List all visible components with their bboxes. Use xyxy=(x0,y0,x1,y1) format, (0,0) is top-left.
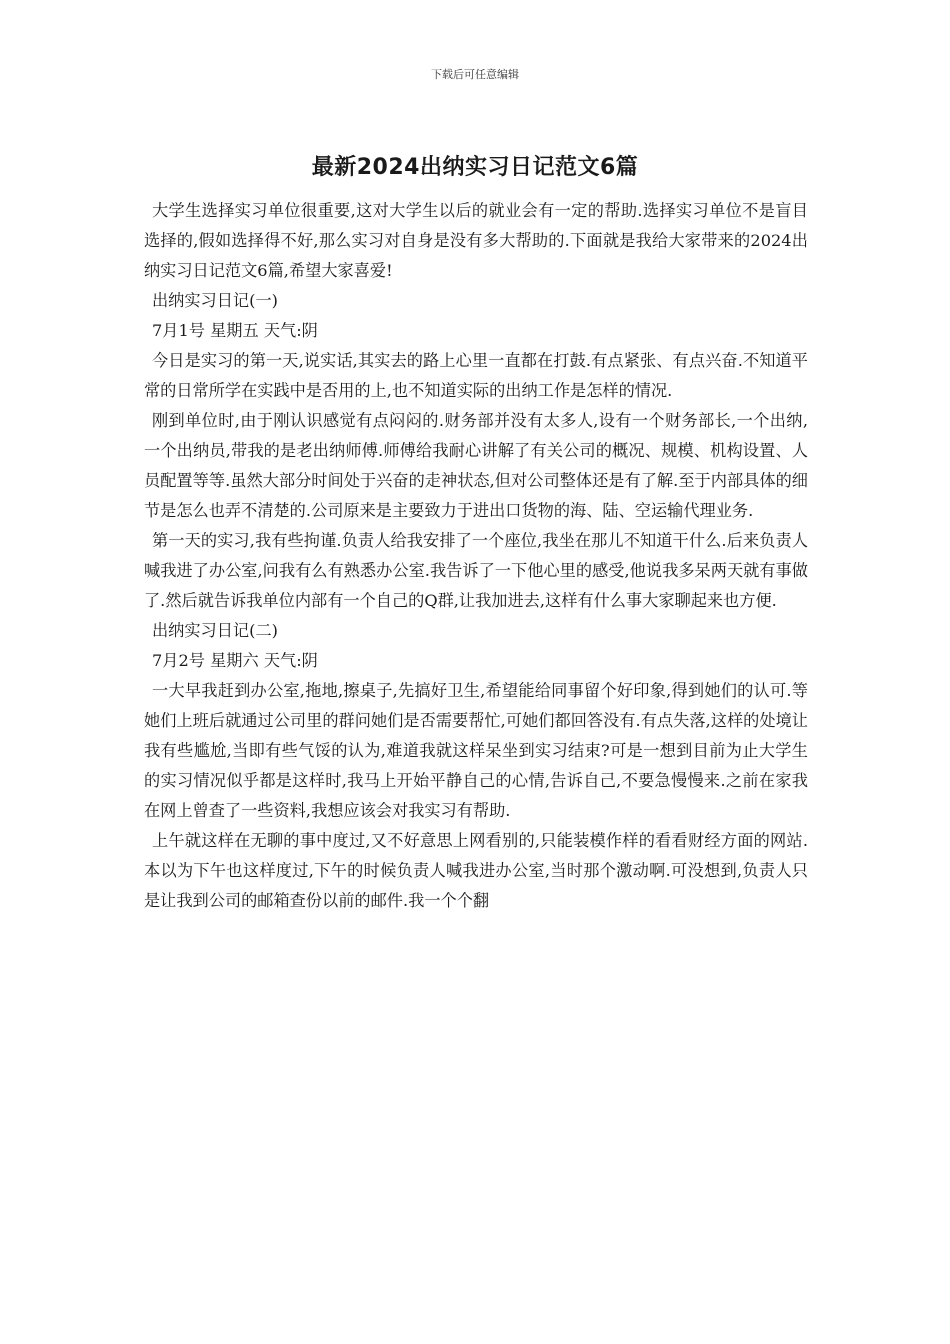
paragraph: 刚到单位时,由于刚认识感觉有点闷闷的.财务部并没有太多人,设有一个财务部长,一个出纳,一个出纳员,带我的是老出纳师傅.师傅给我耐心讲解了有关公司的概况、规模、机构设置、人员配置等等.虽然大部分时间处于兴奋的走神状态,但对公司整体还是有了解.至于内部具体的细节是怎么也弄不清楚的.公司原来是主要致力于进出口货物的海、陆、空运输代理业务. xyxy=(144,411,808,520)
paragraph: 今日是实习的第一天,说实话,其实去的路上心里一直都在打鼓.有点紧张、有点兴奋.不知道平常的日常所学在实践中是否用的上,也不知道实际的出纳工作是怎样的情况. xyxy=(144,351,808,400)
diary-date-2: 7月2号 星期六 天气:阴 xyxy=(152,651,318,670)
paragraph: 第一天的实习,我有些拘谨.负责人给我安排了一个座位,我坐在那儿不知道干什么.后来负责人喊我进了办公室,问我有么有熟悉办公室.我告诉了一下他心里的感受,他说我多呆两天就有事做了.然后就告诉我单位内部有一个自己的Q群,让我加进去,这样有什么事大家聊起来也方便. xyxy=(144,531,808,610)
diary-heading-2: 出纳实习日记(二) xyxy=(152,621,278,640)
document-title: 最新2024出纳实习日记范文6篇 xyxy=(311,155,639,180)
diary-heading-1: 出纳实习日记(一) xyxy=(152,291,278,310)
header-note: 下载后可任意编辑 xyxy=(431,68,519,81)
paragraph-intro: 大学生选择实习单位很重要,这对大学生以后的就业会有一定的帮助.选择实习单位不是盲目选择的,假如选择得不好,那么实习对自身是没有多大帮助的.下面就是我给大家带来的2024出纳实习日记范文6篇,希望大家喜爱! xyxy=(144,201,808,280)
diary-date-1: 7月1号 星期五 天气:阴 xyxy=(152,321,318,340)
document-body xyxy=(144,196,808,916)
paragraph: 一大早我赶到办公室,拖地,擦桌子,先搞好卫生,希望能给同事留个好印象,得到她们的认可.等她们上班后就通过公司里的群问她们是否需要帮忙,可她们都回答没有.有点失落,这样的处境让我有些尴尬,当即有些气馁的认为,难道我就这样呆坐到实习结束?可是一想到目前为止大学生的实习情况似乎都是这样时,我马上开始平静自己的心情,告诉自己,不要急慢慢来.之前在家我在网上曾查了一些资料,我想应该会对我实习有帮助. xyxy=(144,681,808,820)
paragraph: 上午就这样在无聊的事中度过,又不好意思上网看别的,只能装模作样的看看财经方面的网站.本以为下午也这样度过,下午的时候负责人喊我进办公室,当时那个激动啊.可没想到,负责人只是让我到公司的邮箱查份以前的邮件.我一个个翻 xyxy=(144,831,808,910)
